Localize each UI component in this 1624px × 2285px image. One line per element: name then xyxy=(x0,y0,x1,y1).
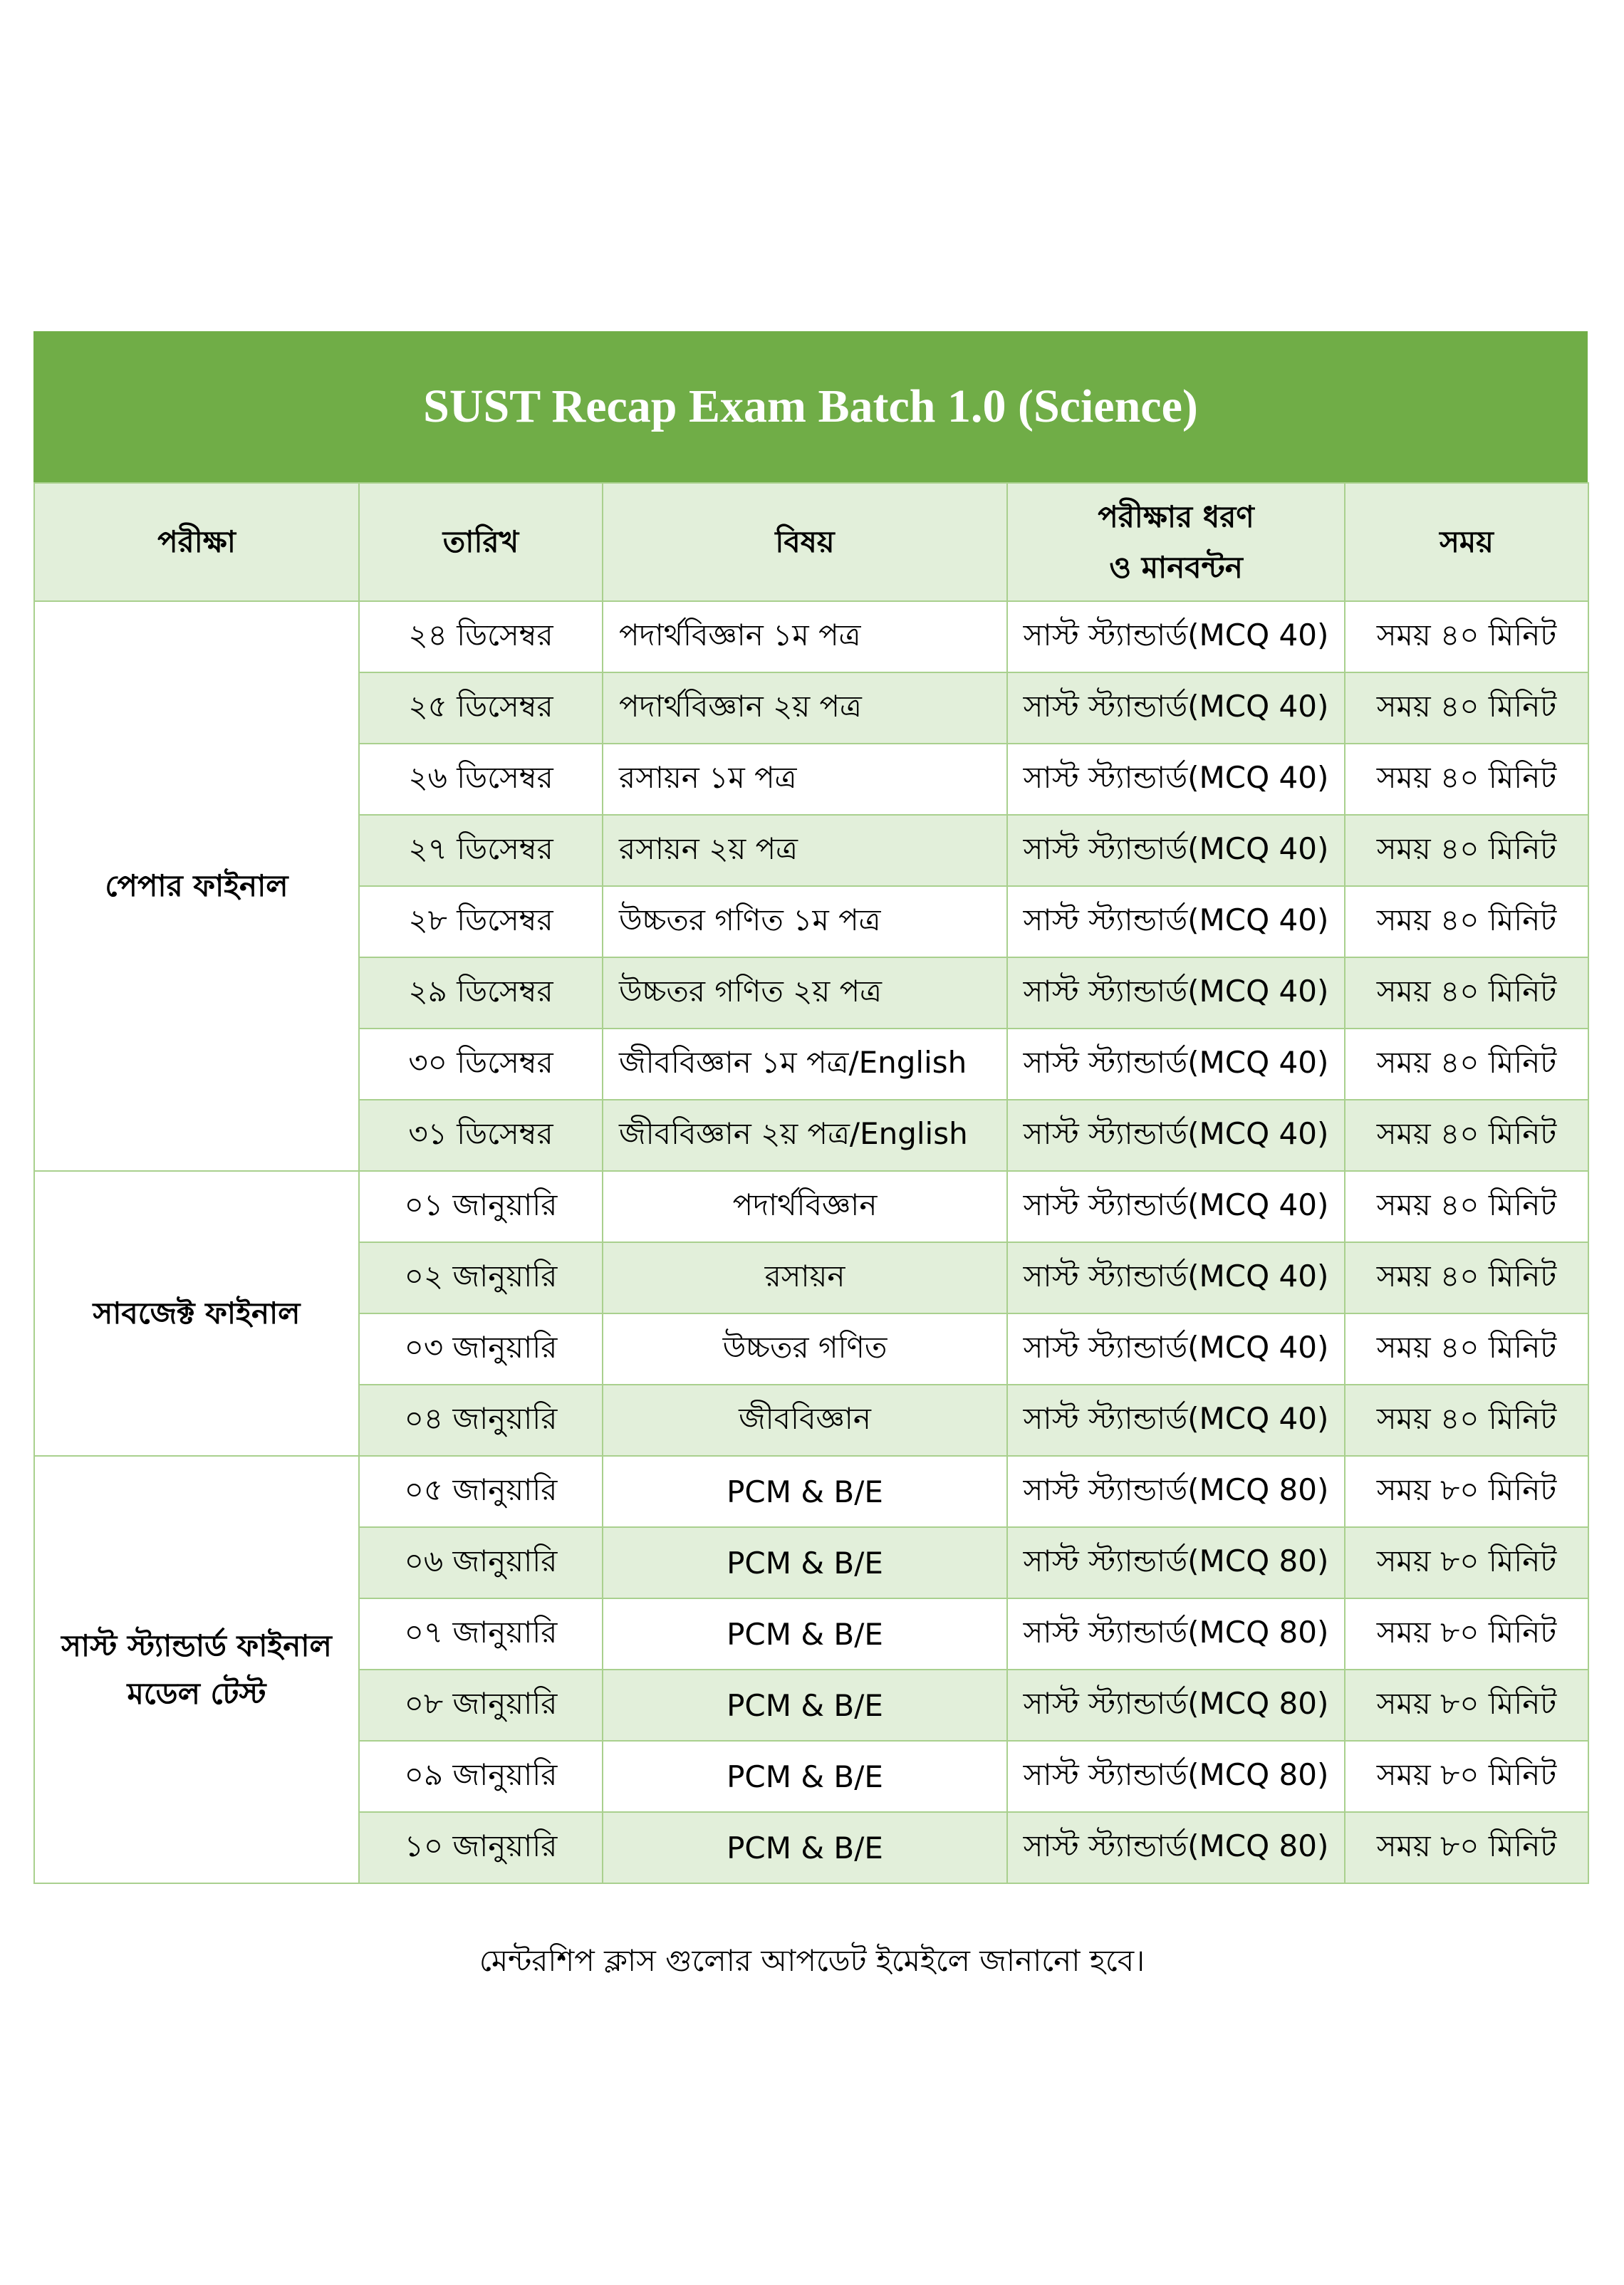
date-cell: ০১ জানুয়ারি xyxy=(359,1171,603,1242)
type-cell: সাস্ট স্ট্যান্ডার্ড(MCQ 40) xyxy=(1007,1029,1345,1100)
time-cell: সময় ৪০ মিনিট xyxy=(1345,886,1588,957)
date-cell: ৩১ ডিসেম্বর xyxy=(359,1100,603,1171)
date-cell: ০২ জানুয়ারি xyxy=(359,1242,603,1313)
type-cell: সাস্ট স্ট্যান্ডার্ড(MCQ 40) xyxy=(1007,886,1345,957)
time-cell: সময় ৮০ মিনিট xyxy=(1345,1741,1588,1812)
date-cell: ২৮ ডিসেম্বর xyxy=(359,886,603,957)
subject-cell: PCM & B/E xyxy=(603,1812,1007,1883)
subject-cell: পদার্থবিজ্ঞান xyxy=(603,1171,1007,1242)
type-cell: সাস্ট স্ট্যান্ডার্ড(MCQ 40) xyxy=(1007,744,1345,815)
schedule-title: SUST Recap Exam Batch 1.0 (Science) xyxy=(33,331,1588,482)
group-name-line2: মডেল টেস্ট xyxy=(127,1676,266,1711)
subject-cell: পদার্থবিজ্ঞান ২য় পত্র xyxy=(603,672,1007,744)
type-cell: সাস্ট স্ট্যান্ডার্ড(MCQ 40) xyxy=(1007,1100,1345,1171)
col-header-subject: বিষয় xyxy=(603,483,1007,601)
time-cell: সময় ৮০ মিনিট xyxy=(1345,1812,1588,1883)
date-cell: ০৪ জানুয়ারি xyxy=(359,1385,603,1456)
group-subject-final: সাবজেক্ট ফাইনাল xyxy=(34,1171,359,1456)
type-cell: সাস্ট স্ট্যান্ডার্ড(MCQ 80) xyxy=(1007,1812,1345,1883)
time-cell: সময় ৪০ মিনিট xyxy=(1345,1385,1588,1456)
type-cell: সাস্ট স্ট্যান্ডার্ড(MCQ 40) xyxy=(1007,1242,1345,1313)
date-cell: ২৪ ডিসেম্বর xyxy=(359,601,603,672)
time-cell: সময় ৪০ মিনিট xyxy=(1345,1171,1588,1242)
col-header-type-line1: পরীক্ষার ধরণ xyxy=(1098,499,1254,534)
col-header-type-line2: ও মানবন্টন xyxy=(1109,550,1243,585)
type-cell: সাস্ট স্ট্যান্ডার্ড(MCQ 80) xyxy=(1007,1598,1345,1670)
time-cell: সময় ৪০ মিনিট xyxy=(1345,957,1588,1029)
table-row xyxy=(34,601,1588,672)
type-cell: সাস্ট স্ট্যান্ডার্ড(MCQ 40) xyxy=(1007,815,1345,886)
time-cell: সময় ৮০ মিনিট xyxy=(1345,1670,1588,1741)
schedule-table xyxy=(33,482,1589,1884)
footer-note: মেন্টরশিপ ক্লাস গুলোর আপডেট ইমেইলে জানানো হবে। xyxy=(479,1943,1145,1978)
group-name-line1: সাস্ট স্ট্যান্ডার্ড ফাইনাল xyxy=(61,1628,332,1663)
time-cell: সময় ৮০ মিনিট xyxy=(1345,1527,1588,1598)
type-cell: সাস্ট স্ট্যান্ডার্ড(MCQ 40) xyxy=(1007,1171,1345,1242)
subject-cell: PCM & B/E xyxy=(603,1598,1007,1670)
time-cell: সময় ৪০ মিনিট xyxy=(1345,672,1588,744)
time-cell: সময় ৪০ মিনিট xyxy=(1345,1029,1588,1100)
date-cell: ২৭ ডিসেম্বর xyxy=(359,815,603,886)
table-row xyxy=(34,1456,1588,1527)
date-cell: ১০ জানুয়ারি xyxy=(359,1812,603,1883)
subject-cell: রসায়ন xyxy=(603,1242,1007,1313)
subject-cell: উচ্চতর গণিত xyxy=(603,1313,1007,1385)
type-cell: সাস্ট স্ট্যান্ডার্ড(MCQ 80) xyxy=(1007,1456,1345,1527)
time-cell: সময় ৪০ মিনিট xyxy=(1345,1100,1588,1171)
time-cell: সময় ৮০ মিনিট xyxy=(1345,1598,1588,1670)
type-cell: সাস্ট স্ট্যান্ডার্ড(MCQ 40) xyxy=(1007,1313,1345,1385)
group-sust-standard-model-test xyxy=(34,1456,359,1883)
time-cell: সময় ৪০ মিনিট xyxy=(1345,1313,1588,1385)
subject-cell: উচ্চতর গণিত ১ম পত্র xyxy=(603,886,1007,957)
col-header-exam: পরীক্ষা xyxy=(34,483,359,601)
time-cell: সময় ৮০ মিনিট xyxy=(1345,1456,1588,1527)
subject-cell: PCM & B/E xyxy=(603,1670,1007,1741)
date-cell: ০৭ জানুয়ারি xyxy=(359,1598,603,1670)
date-cell: ০৫ জানুয়ারি xyxy=(359,1456,603,1527)
type-cell: সাস্ট স্ট্যান্ডার্ড(MCQ 40) xyxy=(1007,957,1345,1029)
subject-cell: রসায়ন ১ম পত্র xyxy=(603,744,1007,815)
subject-cell: PCM & B/E xyxy=(603,1741,1007,1812)
date-cell: ৩০ ডিসেম্বর xyxy=(359,1029,603,1100)
type-cell: সাস্ট স্ট্যান্ডার্ড(MCQ 40) xyxy=(1007,601,1345,672)
date-cell: ০৬ জানুয়ারি xyxy=(359,1527,603,1598)
type-cell: সাস্ট স্ট্যান্ডার্ড(MCQ 40) xyxy=(1007,1385,1345,1456)
time-cell: সময় ৪০ মিনিট xyxy=(1345,815,1588,886)
type-cell: সাস্ট স্ট্যান্ডার্ড(MCQ 80) xyxy=(1007,1527,1345,1598)
date-cell: ০৩ জানুয়ারি xyxy=(359,1313,603,1385)
date-cell: ০৯ জানুয়ারি xyxy=(359,1741,603,1812)
col-header-type xyxy=(1007,483,1345,601)
subject-cell: উচ্চতর গণিত ২য় পত্র xyxy=(603,957,1007,1029)
date-cell: ০৮ জানুয়ারি xyxy=(359,1670,603,1741)
table-header-row xyxy=(34,483,1588,601)
date-cell: ২৬ ডিসেম্বর xyxy=(359,744,603,815)
type-cell: সাস্ট স্ট্যান্ডার্ড(MCQ 80) xyxy=(1007,1670,1345,1741)
subject-cell: জীববিজ্ঞান ১ম পত্র/English xyxy=(603,1029,1007,1100)
date-cell: ২৯ ডিসেম্বর xyxy=(359,957,603,1029)
subject-cell: পদার্থবিজ্ঞান ১ম পত্র xyxy=(603,601,1007,672)
col-header-time: সময় xyxy=(1345,483,1588,601)
subject-cell: রসায়ন ২য় পত্র xyxy=(603,815,1007,886)
table-row xyxy=(34,1171,1588,1242)
exam-schedule xyxy=(33,331,1588,1884)
time-cell: সময় ৪০ মিনিট xyxy=(1345,601,1588,672)
subject-cell: PCM & B/E xyxy=(603,1527,1007,1598)
type-cell: সাস্ট স্ট্যান্ডার্ড(MCQ 40) xyxy=(1007,672,1345,744)
group-paper-final: পেপার ফাইনাল xyxy=(34,601,359,1171)
subject-cell: জীববিজ্ঞান ২য় পত্র/English xyxy=(603,1100,1007,1171)
subject-cell: PCM & B/E xyxy=(603,1456,1007,1527)
type-cell: সাস্ট স্ট্যান্ডার্ড(MCQ 80) xyxy=(1007,1741,1345,1812)
time-cell: সময় ৪০ মিনিট xyxy=(1345,1242,1588,1313)
subject-cell: জীববিজ্ঞান xyxy=(603,1385,1007,1456)
date-cell: ২৫ ডিসেম্বর xyxy=(359,672,603,744)
time-cell: সময় ৪০ মিনিট xyxy=(1345,744,1588,815)
col-header-date: তারিখ xyxy=(359,483,603,601)
